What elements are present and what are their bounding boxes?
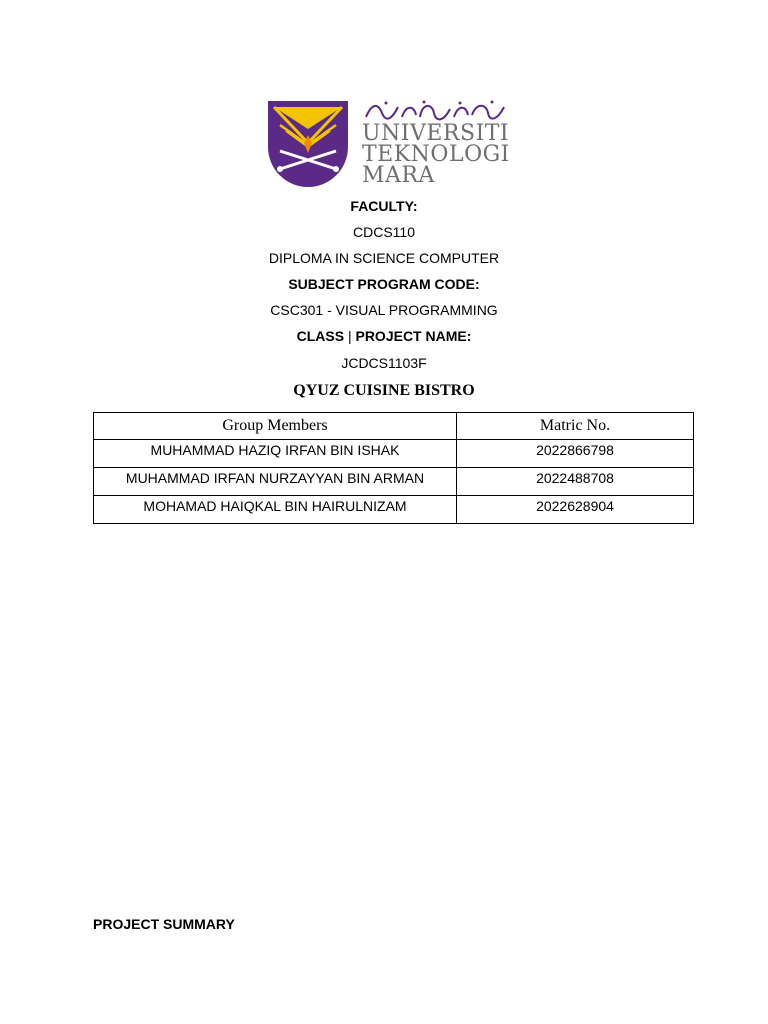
subject-code-value: CSC301 - VISUAL PROGRAMMING [270, 302, 498, 318]
matric-number: 2022488708 [457, 468, 694, 496]
class-project-label [0, 328, 768, 344]
class-label: CLASS [296, 328, 345, 344]
uitm-logo [266, 99, 510, 187]
uitm-shield-emblem [266, 99, 350, 187]
subject-code-label: SUBJECT PROGRAM CODE: [288, 276, 480, 292]
table-header-row [94, 413, 694, 440]
logo-text-teknologi: TEKNOLOGI [362, 142, 510, 167]
table-row [94, 468, 694, 496]
logo-text-mara: MARA [362, 163, 435, 188]
project-summary-heading: PROJECT SUMMARY [93, 916, 235, 932]
member-name: MUHAMMAD HAZIQ IRFAN BIN ISHAK [94, 440, 457, 468]
project-title: QYUZ CUISINE BISTRO [293, 382, 475, 399]
program-name: DIPLOMA IN SCIENCE COMPUTER [268, 250, 500, 266]
jawi-script-logotype [362, 99, 508, 123]
label-separator: | [347, 328, 352, 344]
faculty-code: CDCS110 [353, 224, 415, 240]
logo-text-universiti: UNIVERSITI [362, 121, 510, 146]
project-name-label: PROJECT NAME: [355, 328, 472, 344]
group-members-table [93, 412, 694, 524]
member-name: MUHAMMAD IRFAN NURZAYYAN BIN ARMAN [94, 468, 457, 496]
class-code: JCDCS1103F [341, 355, 427, 371]
column-header-matric-no: Matric No. [457, 413, 694, 440]
table-row [94, 440, 694, 468]
faculty-label: FACULTY: [350, 198, 418, 214]
matric-number: 2022866798 [457, 440, 694, 468]
column-header-group-members: Group Members [94, 413, 457, 440]
matric-number: 2022628904 [457, 496, 694, 524]
member-name: MOHAMAD HAIQKAL BIN HAIRULNIZAM [94, 496, 457, 524]
table-row [94, 496, 694, 524]
